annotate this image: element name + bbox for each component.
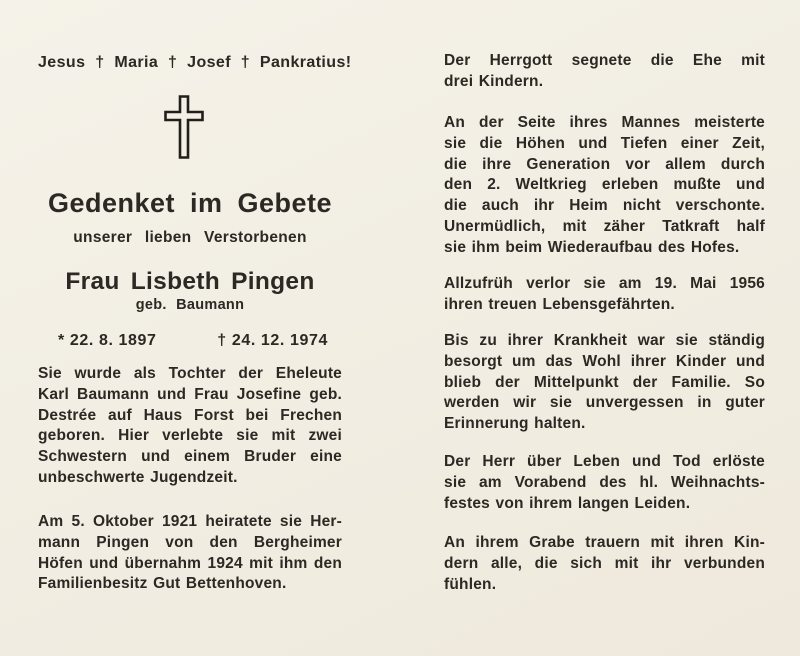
text-line: Destrée auf Haus Forst bei Frechen <box>38 406 342 424</box>
text-line: Familienbesitz Gut Bettenhoven. <box>38 575 287 593</box>
text-line: besorgt um das Wohl ihrer Kinder und <box>444 352 765 370</box>
text-line: Schwestern und einem Bruder eine <box>38 448 342 466</box>
text-line: An der Seite ihres Mannes meisterte <box>444 114 765 131</box>
text-line: geboren. Hier verlebte sie mit zwei <box>38 427 342 445</box>
text-line: Der Herrgott segnete die Ehe mit <box>444 52 765 69</box>
latin-cross-icon <box>164 95 204 159</box>
left-paragraph-origin <box>38 364 342 489</box>
text-line: die auch ihr Heim nicht verschonte. <box>444 197 765 215</box>
right-paragraph-family <box>444 331 765 435</box>
invocation-line: Jesus † Maria † Josef † Pankratius! <box>38 54 352 71</box>
text-line: die ihre Generation vor allem durch <box>444 155 765 173</box>
text-line: unbeschwerte Jugendzeit. <box>38 468 238 486</box>
text-line: fühlen. <box>444 575 497 593</box>
text-line: werden wir sie unvergessen in guter <box>444 394 765 412</box>
text-line: Erinnerung halten. <box>444 415 586 433</box>
cross-container <box>164 95 204 159</box>
text-line: festes von ihrem langen Leiden. <box>444 494 691 512</box>
text-line: Der Herr über Leben und Tod erlöste <box>444 453 765 470</box>
text-line: Sie wurde als Tochter der Eheleute <box>38 365 342 382</box>
text-line: Karl Baumann und Frau Josefine geb. <box>38 385 342 403</box>
text-line: mann Pingen von den Bergheimer <box>38 533 342 551</box>
death-date: † 24. 12. 1974 <box>217 332 328 349</box>
right-paragraph-passing <box>444 452 765 514</box>
right-paragraph-children <box>444 51 765 93</box>
memorial-subtitle: unserer lieben Verstorbenen <box>73 229 307 246</box>
right-paragraph-war-years <box>444 113 765 259</box>
text-line: sie ihm beim Wiederaufbau des Hofes. <box>444 238 740 256</box>
text-line: drei Kindern. <box>444 72 544 90</box>
text-line: blieb der Mittelpunkt der Familie. So <box>444 373 765 391</box>
text-line: Höfen und übernahm 1924 mit ihm den <box>38 554 342 572</box>
maiden-name: geb. Baumann <box>135 297 245 313</box>
text-line: An ihrem Grabe trauern mit ihren Kin- <box>444 534 765 551</box>
text-line: dern alle, die sich mit ihr verbunden <box>444 554 765 572</box>
memorial-title: Gedenket im Gebete <box>47 188 333 218</box>
text-line: den 2. Weltkrieg erleben mußte und <box>444 176 765 194</box>
right-paragraph-widowed <box>444 274 765 316</box>
left-paragraph-marriage <box>38 512 342 595</box>
birth-date: * 22. 8. 1897 <box>58 332 157 349</box>
text-line: Am 5. Oktober 1921 heiratete sie Her- <box>38 513 342 530</box>
text-line: sie am Vorabend des hl. Weihnachts- <box>444 473 765 491</box>
text-line: Unermüdlich, mit zäher Tatkraft half <box>444 217 765 235</box>
text-line: ihren treuen Lebensgefährten. <box>444 295 675 313</box>
deceased-name: Frau Lisbeth Pingen <box>65 268 315 295</box>
text-line: Allzufrüh verlor sie am 19. Mai 1956 <box>444 275 765 292</box>
life-dates-row <box>38 331 342 350</box>
right-paragraph-mourning <box>444 533 765 595</box>
text-line: Bis zu ihrer Krankheit war sie ständig <box>444 332 765 349</box>
text-line: sie die Höhen und Tiefen einer Zeit, <box>444 134 765 152</box>
